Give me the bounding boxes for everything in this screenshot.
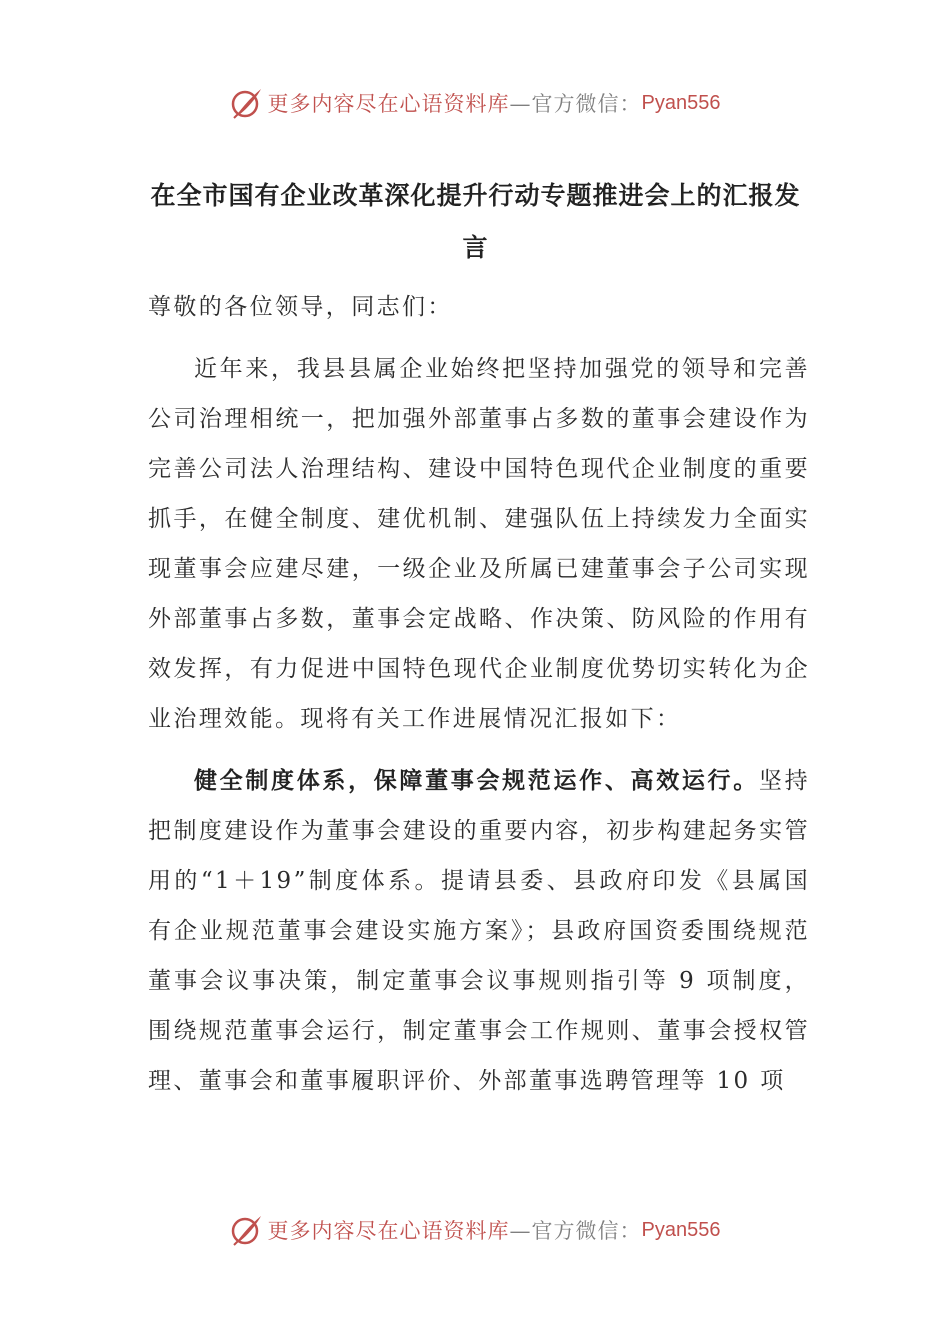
banner-text-gray: —官方微信： bbox=[509, 92, 642, 116]
document-body bbox=[148, 282, 810, 1106]
banner-text-red: 更多内容尽在心语资料库 bbox=[267, 1219, 510, 1243]
banner-wechat-id: Pyan556 bbox=[641, 91, 721, 114]
footer-banner bbox=[0, 1210, 950, 1250]
document-title: 在全市国有企业改革深化提升行动专题推进会上的汇报发言 bbox=[150, 181, 801, 262]
paragraph-section-1 bbox=[148, 756, 810, 1106]
quill-pen-icon bbox=[230, 86, 264, 120]
header-banner bbox=[0, 83, 950, 123]
banner-text-gray: —官方微信： bbox=[509, 1219, 642, 1243]
section-text: 坚持把制度建设作为董事会建设的重要内容，初步构建起务实管用的“1＋19”制度体系。提请县委、县政府印发《县属国有企业规范董事会建设实施方案》；县政府国资委围绕规范董事会议事决策，制定董事会议事规则指引等 9 项制度，围绕规范董事会运行，制定董事会工作规则、董事会授权管理、董事会和董事履职评价、外部董事选聘管理等 10 项 bbox=[148, 768, 810, 1094]
greeting: 尊敬的各位领导，同志们： bbox=[148, 294, 453, 320]
banner-text-red: 更多内容尽在心语资料库 bbox=[267, 92, 510, 116]
banner-wechat-id: Pyan556 bbox=[641, 1218, 721, 1241]
section-heading: 健全制度体系，保障董事会规范运作、高效运行。 bbox=[194, 768, 759, 794]
paragraph-intro: 近年来，我县县属企业始终把坚持加强党的领导和完善公司治理相统一，把加强外部董事占多数的董事会建设作为完善公司法人治理结构、建设中国特色现代企业制度的重要抓手，在健全制度、建优机制、建强队伍上持续发力全面实现董事会应建尽建，一级企业及所属已建董事会子公司实现外部董事占多数，董事会定战略、作决策、防风险的作用有效发挥，有力促进中国特色现代企业制度优势切实转化为企业治理效能。现将有关工作进展情况汇报如下： bbox=[148, 356, 810, 732]
quill-pen-icon bbox=[230, 1213, 264, 1247]
